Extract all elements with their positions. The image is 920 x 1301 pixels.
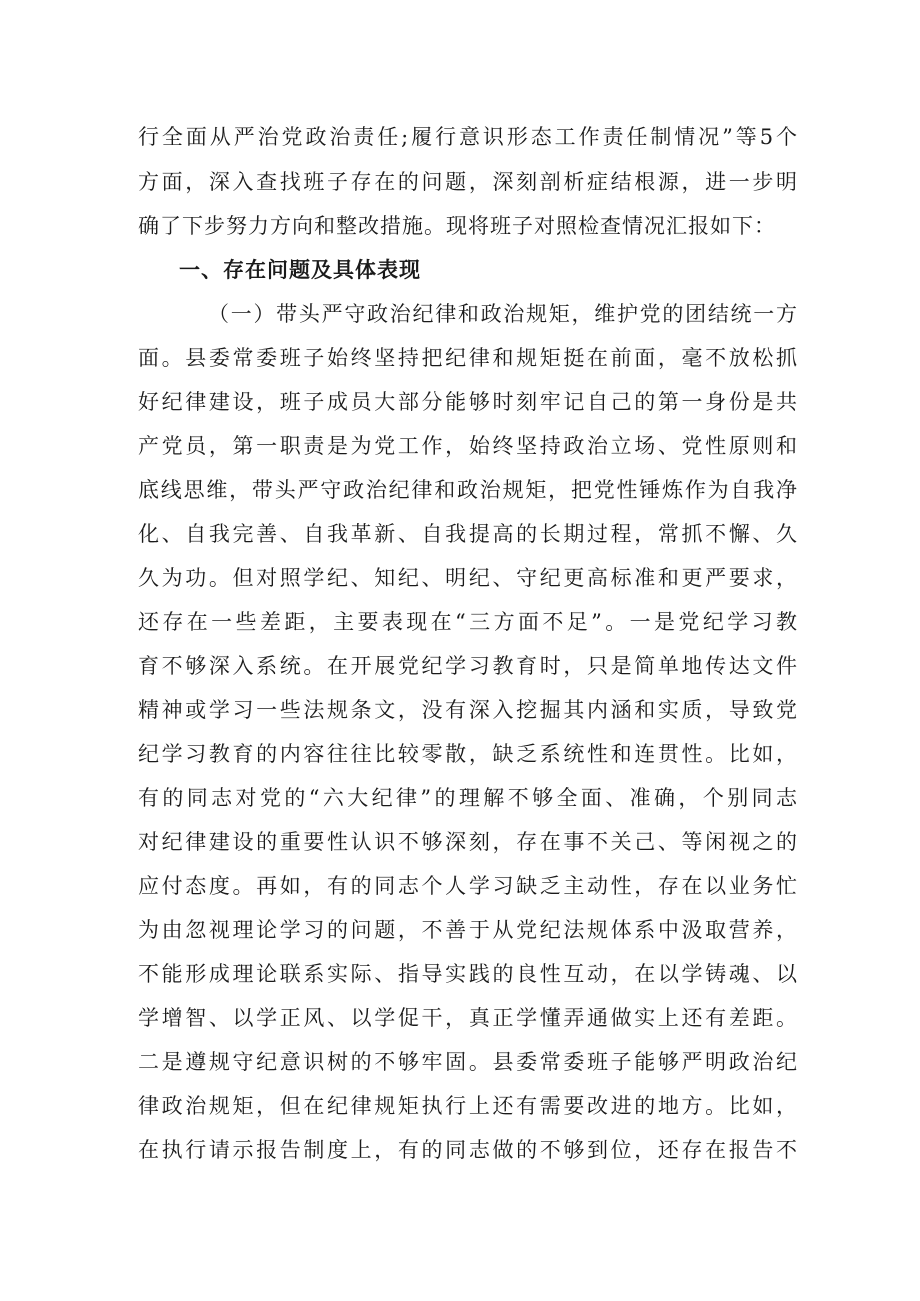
paragraph-line: 对纪律建设的重要性认识不够深刻，存在事不关己、等闲视之的 — [138, 830, 798, 854]
paragraph-line: 育不够深入系统。在开展党纪学习教育时，只是简单地传达文件 — [138, 654, 798, 678]
paragraph-line: 在执行请示报告制度上，有的同志做的不够到位，还存在报告不 — [138, 1138, 798, 1162]
section-heading: 一、存在问题及具体表现 — [179, 258, 421, 282]
paragraph-line: 还存在一些差距，主要表现在“三方面不足”。一是党纪学习教 — [138, 610, 798, 634]
paragraph-line: 底线思维，带头严守政治纪律和政治规矩，把党性锤炼作为自我净 — [138, 478, 798, 502]
paragraph-line: 二是遵规守纪意识树的不够牢固。县委常委班子能够严明政治纪 — [138, 1050, 798, 1074]
paragraph-line: 面。县委常委班子始终坚持把纪律和规矩挺在前面，毫不放松抓 — [138, 346, 798, 370]
paragraph-line: 为由忽视理论学习的问题，不善于从党纪法规体系中汲取营养， — [138, 918, 798, 942]
paragraph-line: 律政治规矩，但在纪律规矩执行上还有需要改进的地方。比如， — [138, 1094, 798, 1118]
paragraph-line: 行全面从严治党政治责任;履行意识形态工作责任制情况”等5个 — [138, 125, 798, 149]
paragraph-line: 久为功。但对照学纪、知纪、明纪、守纪更高标准和更严要求， — [138, 566, 798, 590]
paragraph-line: 不能形成理论联系实际、指导实践的良性互动，在以学铸魂、以 — [138, 962, 798, 986]
paragraph-line: 应付态度。再如，有的同志个人学习缺乏主动性，存在以业务忙 — [138, 874, 798, 898]
paragraph-line: （一）带头严守政治纪律和政治规矩，维护党的团结统一方 — [208, 302, 798, 326]
paragraph-line: 化、自我完善、自我革新、自我提高的长期过程，常抓不懈、久 — [138, 522, 798, 546]
paragraph-line: 好纪律建设，班子成员大部分能够时刻牢记自己的第一身份是共 — [138, 390, 798, 414]
paragraph-line: 确了下步努力方向和整改措施。现将班子对照检查情况汇报如下： — [138, 214, 776, 238]
paragraph-line: 学增智、以学正风、以学促干，真正学懂弄通做实上还有差距。 — [138, 1006, 798, 1030]
paragraph-line: 纪学习教育的内容往往比较零散，缺乏系统性和连贯性。比如， — [138, 742, 798, 766]
paragraph-line: 产党员，第一职责是为党工作，始终坚持政治立场、党性原则和 — [138, 434, 798, 458]
paragraph-line: 方面，深入查找班子存在的问题，深刻剖析症结根源，进一步明 — [138, 170, 798, 194]
paragraph-line: 精神或学习一些法规条文，没有深入挖掘其内涵和实质，导致党 — [138, 698, 798, 722]
paragraph-line: 有的同志对党的“六大纪律”的理解不够全面、准确，个别同志 — [138, 786, 798, 810]
